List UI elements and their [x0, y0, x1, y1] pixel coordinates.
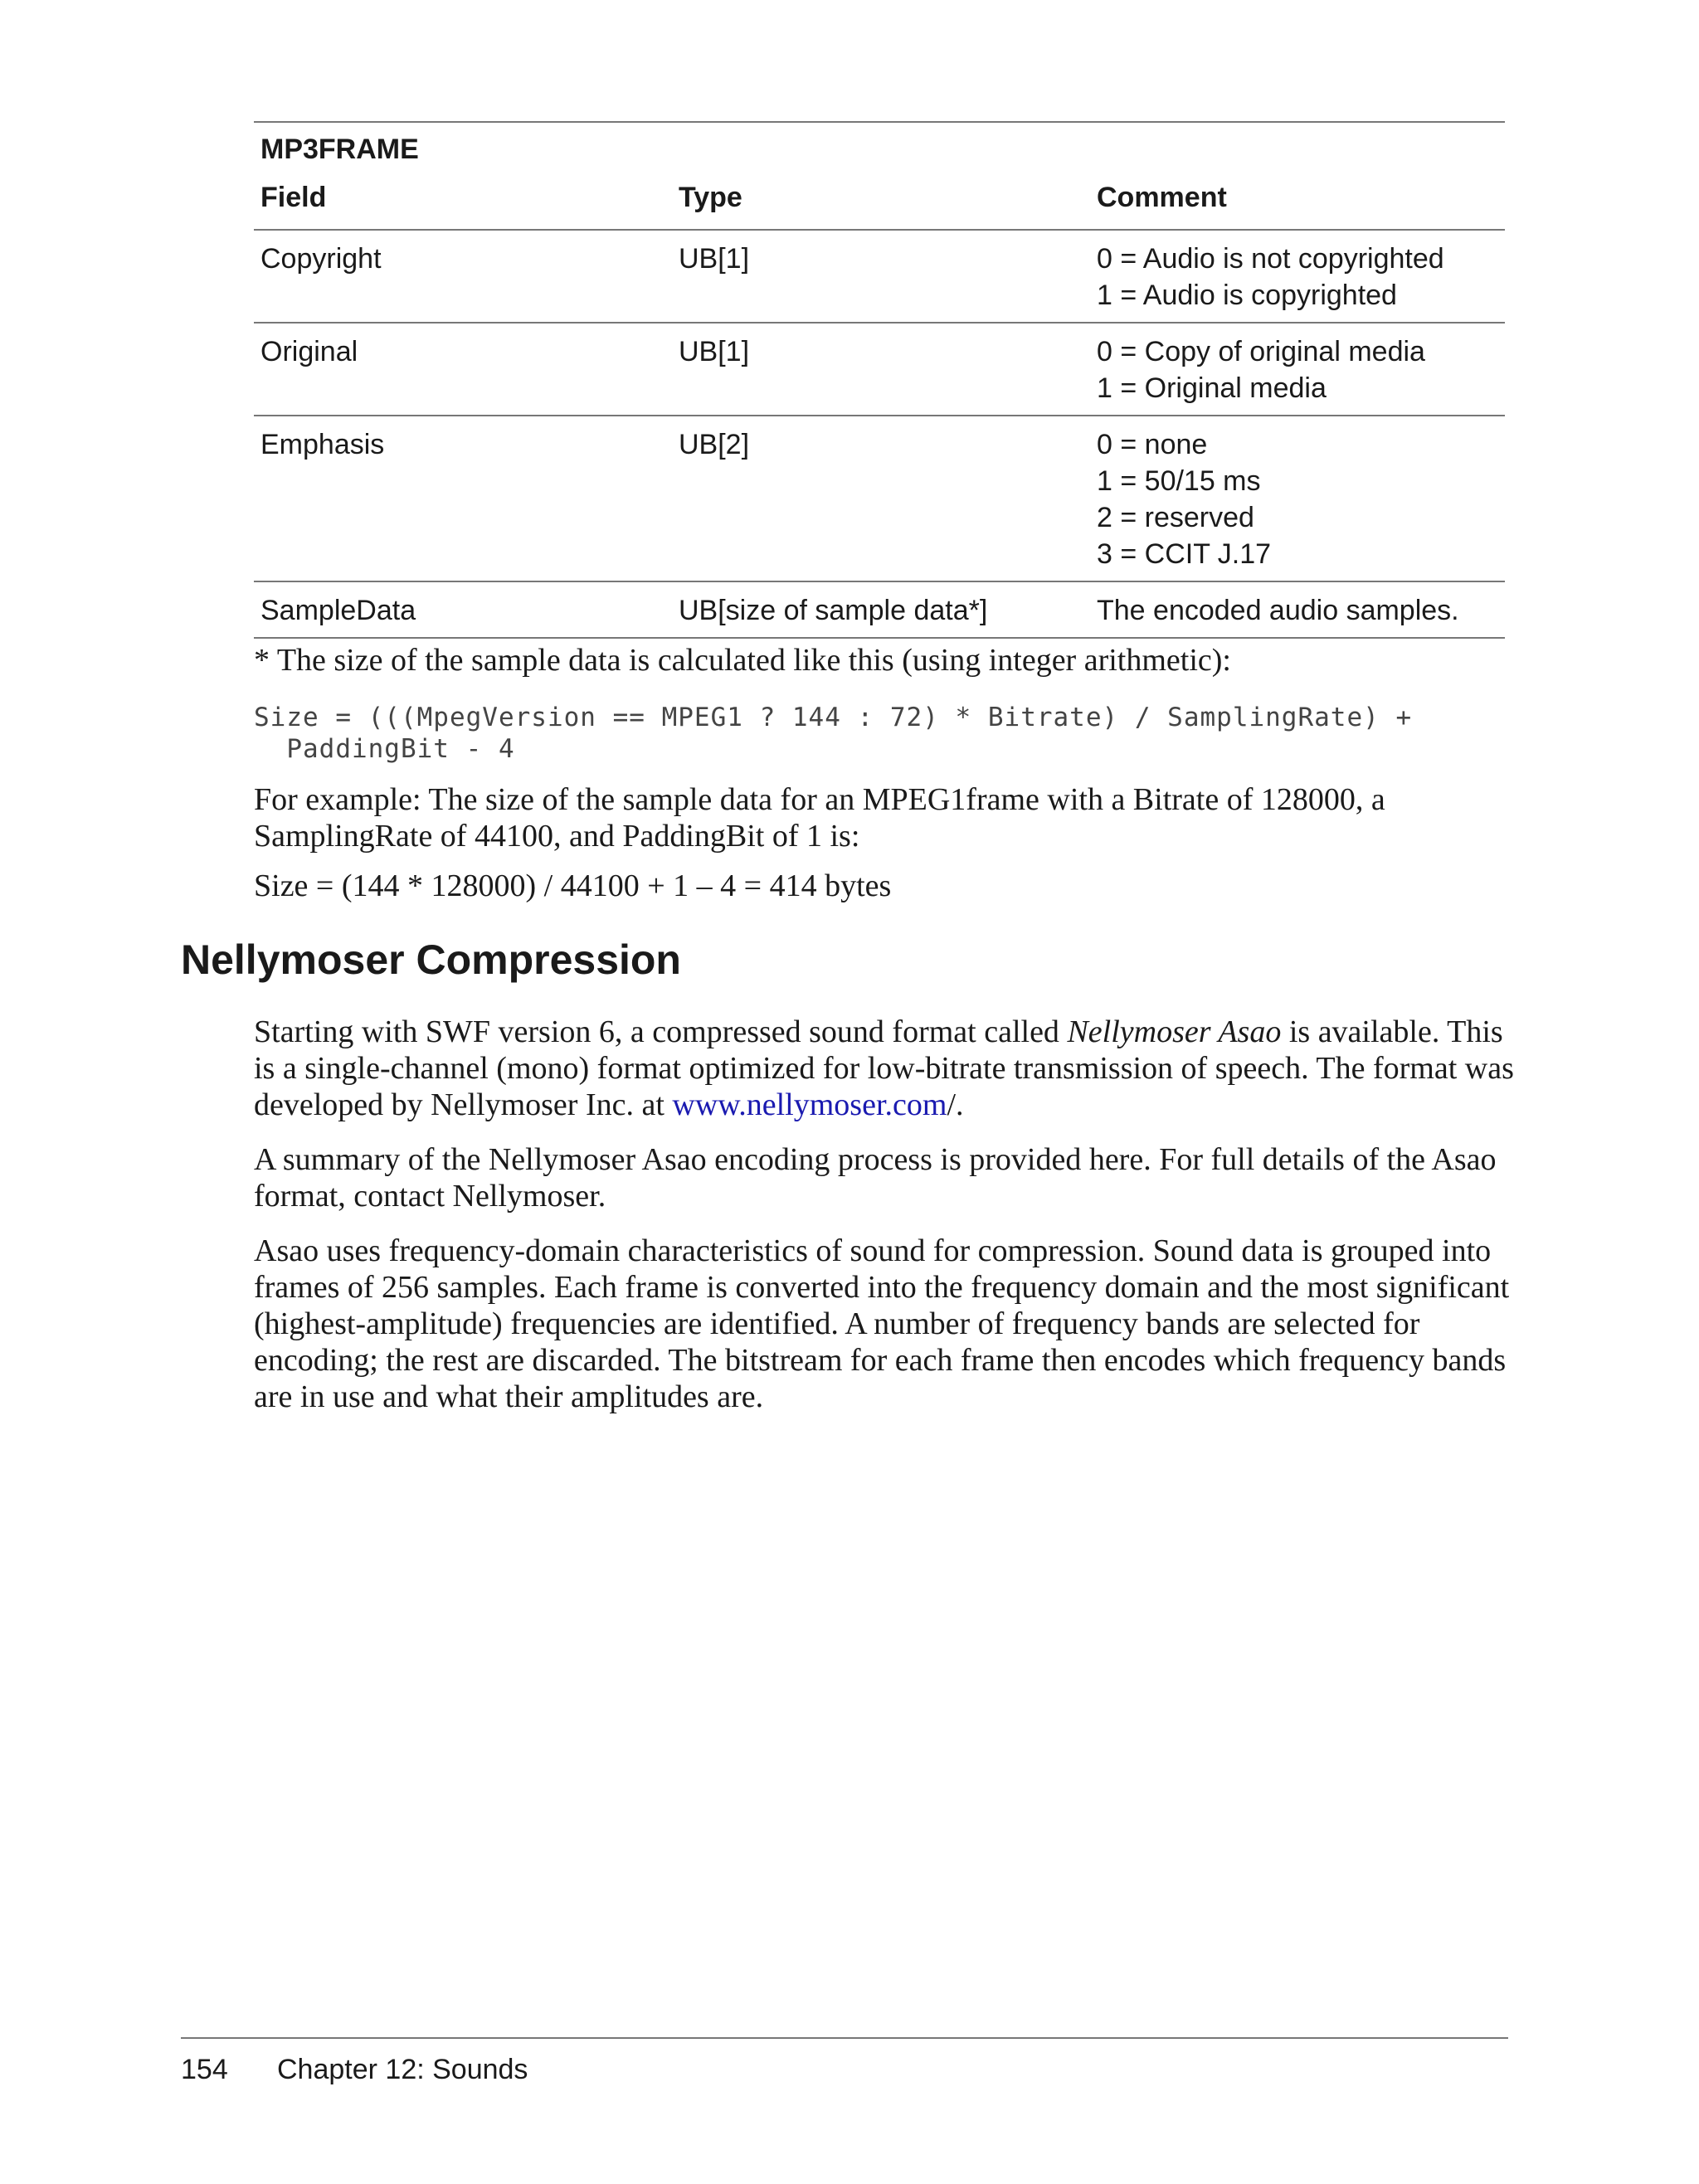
cell-field: Emphasis — [260, 429, 385, 460]
nellymoser-link[interactable]: www.nellymoser.com — [672, 1087, 947, 1122]
table-row — [254, 323, 1505, 416]
comment-line: 0 = none — [1097, 429, 1208, 460]
cell-comment — [1090, 241, 1505, 314]
p1-text-end: /. — [947, 1087, 964, 1122]
mp3frame-table — [254, 121, 1505, 639]
cell-type: UB[size of sample data*] — [679, 595, 988, 626]
header-field: Field — [260, 182, 327, 213]
p1-text-start: Starting with SWF version 6, a compressed sound format called — [254, 1014, 1068, 1049]
paragraph-asao: Asao uses frequency-domain characteristics of sound for compression. Sound data is grouped into frames of 256 samples. Each frame is converted into the frequency domain and the most significant (highest-amplitude) frequencies are identified. A number of frequency bands are selected for encoding; the rest are discarded. The bitstream for each frame then encodes which frequency bands are in use and what their amplitudes are. — [254, 1233, 1510, 1414]
size-calculation: Size = (144 * 128000) / 44100 + 1 – 4 = 414 bytes — [254, 868, 892, 903]
comment-line: 3 = CCIT J.17 — [1097, 538, 1272, 570]
code-block — [254, 702, 1412, 765]
comment-line: 0 = Copy of original media — [1097, 336, 1425, 367]
cell-type: UB[2] — [679, 429, 750, 460]
table-row — [254, 231, 1505, 323]
section-heading: Nellymoser Compression — [181, 936, 681, 983]
comment-line: 1 = Audio is copyrighted — [1097, 280, 1397, 311]
cell-field: Original — [260, 336, 358, 367]
paragraph-summary: A summary of the Nellymoser Asao encoding process is provided here. For full details of the Asao format, contact Nellymoser. — [254, 1142, 1497, 1214]
table-row — [254, 582, 1505, 639]
comment-line: 2 = reserved — [1097, 502, 1254, 533]
comment-line: 1 = 50/15 ms — [1097, 465, 1261, 497]
cell-type: UB[1] — [679, 336, 750, 367]
code-line-1: Size = (((MpegVersion == MPEG1 ? 144 : 72) * Bitrate) / SamplingRate) + — [254, 703, 1413, 732]
header-type: Type — [679, 182, 742, 213]
comment-line: The encoded audio samples. — [1097, 595, 1459, 626]
header-comment: Comment — [1097, 182, 1227, 213]
footer-rule — [181, 2037, 1508, 2039]
code-line-2: PaddingBit - 4 — [254, 734, 515, 764]
cell-field: Copyright — [260, 243, 382, 275]
p1-text-middle: is available. This is a single-channel (mono) format optimized for low-bitrate transmission of speech. The format was developed by Nellymoser Inc. at — [254, 1014, 1514, 1122]
page-number: 154 — [181, 2054, 228, 2085]
comment-line: 0 = Audio is not copyrighted — [1097, 243, 1444, 275]
comment-line: 1 = Original media — [1097, 372, 1327, 404]
table-header-row — [254, 176, 1505, 231]
table-row — [254, 416, 1505, 582]
paragraph-intro — [254, 1014, 1515, 1123]
footnote: * The size of the sample data is calculated like this (using integer arithmetic): — [254, 643, 1231, 678]
cell-comment — [1090, 333, 1505, 406]
table-title: MP3FRAME — [260, 134, 419, 165]
cell-comment — [1090, 592, 1505, 629]
chapter-title: Chapter 12: Sounds — [277, 2054, 528, 2085]
cell-field: SampleData — [260, 595, 416, 626]
example-paragraph: For example: The size of the sample data for an MPEG1frame with a Bitrate of 128000, a SamplingRate of 44100, and PaddingBit of 1 is: — [254, 782, 1385, 854]
p1-italic-term: Nellymoser Asao — [1067, 1014, 1282, 1049]
cell-type: UB[1] — [679, 243, 750, 275]
cell-comment — [1090, 426, 1505, 572]
